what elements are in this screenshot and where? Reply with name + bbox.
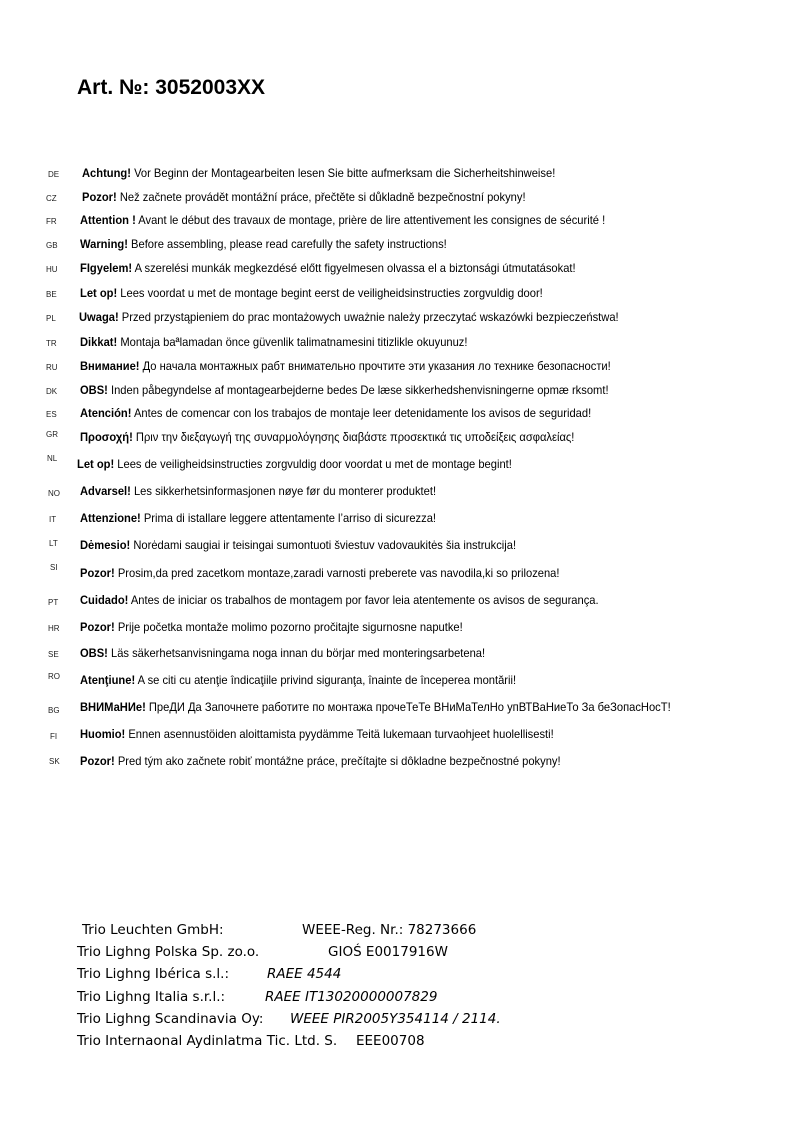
- warning-label: Advarsel!: [80, 484, 131, 498]
- warning-row: [0, 383, 802, 403]
- language-code: FI: [50, 732, 58, 741]
- warning-body: До начала монтажных рабт внимательно прочтите эти указания ло технике безопасности!: [139, 359, 611, 373]
- language-code: SE: [48, 650, 59, 659]
- language-code: FR: [46, 217, 57, 226]
- warning-body: Przed przystąpieniem do prac montażowych uważnie należy przeczytać wskazówki bezpieczeństwa!: [118, 310, 619, 324]
- warning-label: Atenţiune!: [80, 673, 136, 687]
- warning-label: ВНИМаНИе!: [80, 700, 146, 714]
- warning-text: [80, 406, 591, 420]
- warning-body: Antes de iniciar os trabalhos de montagem por favor leia atentemente os avisos de segurança.: [128, 593, 599, 607]
- language-code: PL: [46, 314, 56, 323]
- warning-text: [77, 457, 512, 471]
- warning-text: [80, 566, 560, 580]
- language-code: HU: [46, 265, 58, 274]
- company-name: Trio Lighng Scandinavia Oy:: [77, 1011, 264, 1027]
- language-code: HR: [48, 624, 60, 633]
- warning-label: Achtung!: [82, 166, 131, 180]
- language-code: BG: [48, 706, 60, 715]
- warning-text: [80, 335, 467, 349]
- warning-text: [80, 620, 463, 634]
- warning-row: [0, 593, 802, 613]
- warning-body: Prima di istallare leggere attentamente l’arriso di sicurezza!: [140, 511, 437, 525]
- warning-label: Προσοχή!: [80, 430, 133, 444]
- warning-text: [80, 538, 516, 552]
- warning-row: [0, 754, 802, 774]
- warning-body: A se citi cu atenţie îndicaţiile privind siguranţa, înainte de începerea montării!: [135, 673, 517, 687]
- warning-body: Les sikkerhetsinformasjonen nøye før du monterer produktet!: [130, 484, 437, 498]
- warning-text: [80, 359, 611, 373]
- warning-body: Ennen asennustöiden aloittamista pyydämme Teitä lukemaan turvaohjeet huolellisesti!: [125, 727, 554, 741]
- warning-text: [80, 213, 605, 227]
- warning-body: Läs säkerhetsanvisningama noga innan du börjar med monteringsarbetena!: [107, 646, 486, 660]
- warning-label: Attenzione!: [80, 511, 141, 525]
- warning-body: Πριν την διεξαγωγή της συναρμολόγησης διαβάστε προσεκτικά τις υποδείξεις ασφαλείας!: [132, 430, 575, 444]
- warning-body: A szerelési munkák megkezdésé előtt figyelmesen olvassa el a biztonsági útmutatásokat!: [132, 261, 576, 275]
- language-code: IT: [49, 515, 57, 524]
- warning-label: Pozor!: [82, 190, 117, 204]
- warning-text: [82, 166, 555, 180]
- warning-text: [80, 511, 436, 525]
- warning-label: Внимание!: [80, 359, 140, 373]
- warning-row: [0, 454, 802, 477]
- registration-number: GIOŚ E0017916W: [328, 944, 448, 960]
- warning-row: [0, 335, 802, 355]
- language-code: DE: [48, 170, 60, 179]
- company-name: Trio Lighng Ibérica s.l.:: [77, 966, 229, 982]
- warning-row: [0, 406, 802, 426]
- warning-text: [80, 484, 436, 498]
- warning-label: Let op!: [77, 457, 115, 471]
- warning-row: [0, 646, 802, 666]
- warning-label: Pozor!: [80, 566, 115, 580]
- warning-body: Montaja baªlamadan önce güvenlik talimatnamesini titizlikle okuyunuz!: [117, 335, 468, 349]
- warning-body: Inden påbegyndelse af montagearbejderne bedes De læse sikkerhedshenvisningerne opmæ rksomt!: [107, 383, 609, 397]
- registration-number: RAEE 4544: [267, 966, 342, 982]
- language-code: GR: [46, 430, 58, 439]
- warning-label: FIgyelem!: [80, 261, 133, 275]
- warning-body: Lees voordat u met de montage begint eerst de veiligheidsinstructies zorgvuldig door!: [117, 286, 543, 300]
- warning-label: OBS!: [80, 383, 108, 397]
- warning-text: [82, 190, 526, 204]
- warning-label: Dėmesio!: [80, 538, 131, 552]
- warning-body: ПреДИ Да Започнете работите по монтажа прочеТеТе ВНиМаТелНо упВТВаНиеТо За беЗопасНосТ!: [145, 700, 671, 714]
- warning-label: Dikkat!: [80, 335, 118, 349]
- registration-number: EEE00708: [356, 1033, 425, 1049]
- warning-body: Antes de comencar con los trabajos de montaje leer detenidamente los avisos de seguridad!: [131, 406, 592, 420]
- language-code: RO: [48, 672, 60, 681]
- warning-label: Attention !: [80, 213, 136, 227]
- language-code: PT: [48, 598, 59, 607]
- warning-row: [0, 286, 802, 306]
- warning-row: [0, 430, 802, 450]
- language-code: RU: [46, 363, 58, 372]
- warning-text: [79, 310, 619, 324]
- warning-label: Let op!: [80, 286, 118, 300]
- language-code: SI: [50, 563, 58, 572]
- warning-text: [80, 727, 554, 741]
- company-name: Trio Lighng Polska Sp. zo.o.: [77, 944, 260, 960]
- warning-label: Cuidado!: [80, 593, 129, 607]
- warning-body: Prosim,da pred zacetkom montaze,zaradi varnosti preberete vas navodila,ki so prilozena!: [114, 566, 560, 580]
- warning-label: Huomio!: [80, 727, 126, 741]
- warning-text: [80, 286, 543, 300]
- warning-text: [80, 754, 561, 768]
- registration-number: RAEE IT13020000007829: [265, 989, 438, 1005]
- company-name: Trio Leuchten GmbH:: [82, 922, 224, 938]
- warning-body: Vor Beginn der Montagearbeiten lesen Sie bitte aufmerksam die Sicherheitshinweise!: [130, 166, 556, 180]
- warning-text: [80, 430, 574, 444]
- warning-label: Pozor!: [80, 754, 115, 768]
- language-code: BE: [46, 290, 57, 299]
- warning-row: [0, 673, 802, 693]
- warning-row: [0, 484, 802, 504]
- warning-text: [80, 673, 516, 687]
- warning-text: [80, 261, 576, 275]
- warning-row: [0, 511, 802, 531]
- warning-body: Prije početka montaže molimo pozorno pročitajte sigurnosne naputke!: [114, 620, 463, 634]
- warning-body: Norėdami saugiai ir teisingai sumontuoti šviestuv vadovaukitės šia instrukcija!: [130, 538, 517, 552]
- language-code: GB: [46, 241, 58, 250]
- warning-row: [0, 700, 802, 720]
- warning-row: [0, 538, 802, 558]
- warning-row: [0, 620, 802, 640]
- warning-body: Pred tým ako začnete robiť montážne práce, prečítajte si dôkladne bezpečnostné pokyny!: [114, 754, 561, 768]
- warning-row: [0, 727, 802, 747]
- warning-body: Než začnete provádět montážní práce, přečtěte si důkladně bezpečnostní pokyny!: [116, 190, 526, 204]
- language-code: DK: [46, 387, 58, 396]
- warning-row: [0, 563, 802, 586]
- article-number-title: Art. №: 3052003XX: [77, 76, 266, 99]
- warning-label: OBS!: [80, 646, 108, 660]
- warning-text: [80, 646, 485, 660]
- warning-row: [0, 261, 802, 281]
- warning-body: Avant le début des travaux de montage, prière de lire attentivement les consignes de sécurité !: [135, 213, 606, 227]
- language-code: LT: [49, 539, 58, 548]
- warning-body: Lees de veiligheidsinstructies zorgvuldig door voordat u met de montage begint!: [114, 457, 512, 471]
- company-name: Trio Lighng Italia s.r.l.:: [77, 989, 226, 1005]
- warning-row: [0, 310, 802, 330]
- warning-row: [0, 359, 802, 379]
- company-name: Trio Internaonal Aydinlatma Tic. Ltd. S.: [77, 1033, 338, 1049]
- warning-label: Pozor!: [80, 620, 115, 634]
- warning-text: [80, 700, 671, 714]
- warning-text: [80, 593, 599, 607]
- warning-label: Uwaga!: [79, 310, 119, 324]
- warning-row: [0, 166, 802, 186]
- warning-text: [80, 237, 447, 251]
- warning-label: Atención!: [80, 406, 132, 420]
- language-code: TR: [46, 339, 57, 348]
- language-code: SK: [49, 757, 60, 766]
- warning-row: [0, 213, 802, 233]
- language-code: NL: [47, 454, 58, 463]
- warning-label: Warning!: [80, 237, 128, 251]
- language-code: ES: [46, 410, 57, 419]
- warning-row: [0, 190, 802, 210]
- registration-number: WEEE PIR2005Y354114 / 2114.: [290, 1011, 501, 1027]
- warning-row: [0, 237, 802, 257]
- language-code: CZ: [46, 194, 57, 203]
- language-code: NO: [48, 489, 60, 498]
- warning-text: [80, 383, 609, 397]
- warning-body: Before assembling, please read carefully the safety instructions!: [127, 237, 447, 251]
- registration-number: WEEE-Reg. Nr.: 78273666: [302, 922, 477, 938]
